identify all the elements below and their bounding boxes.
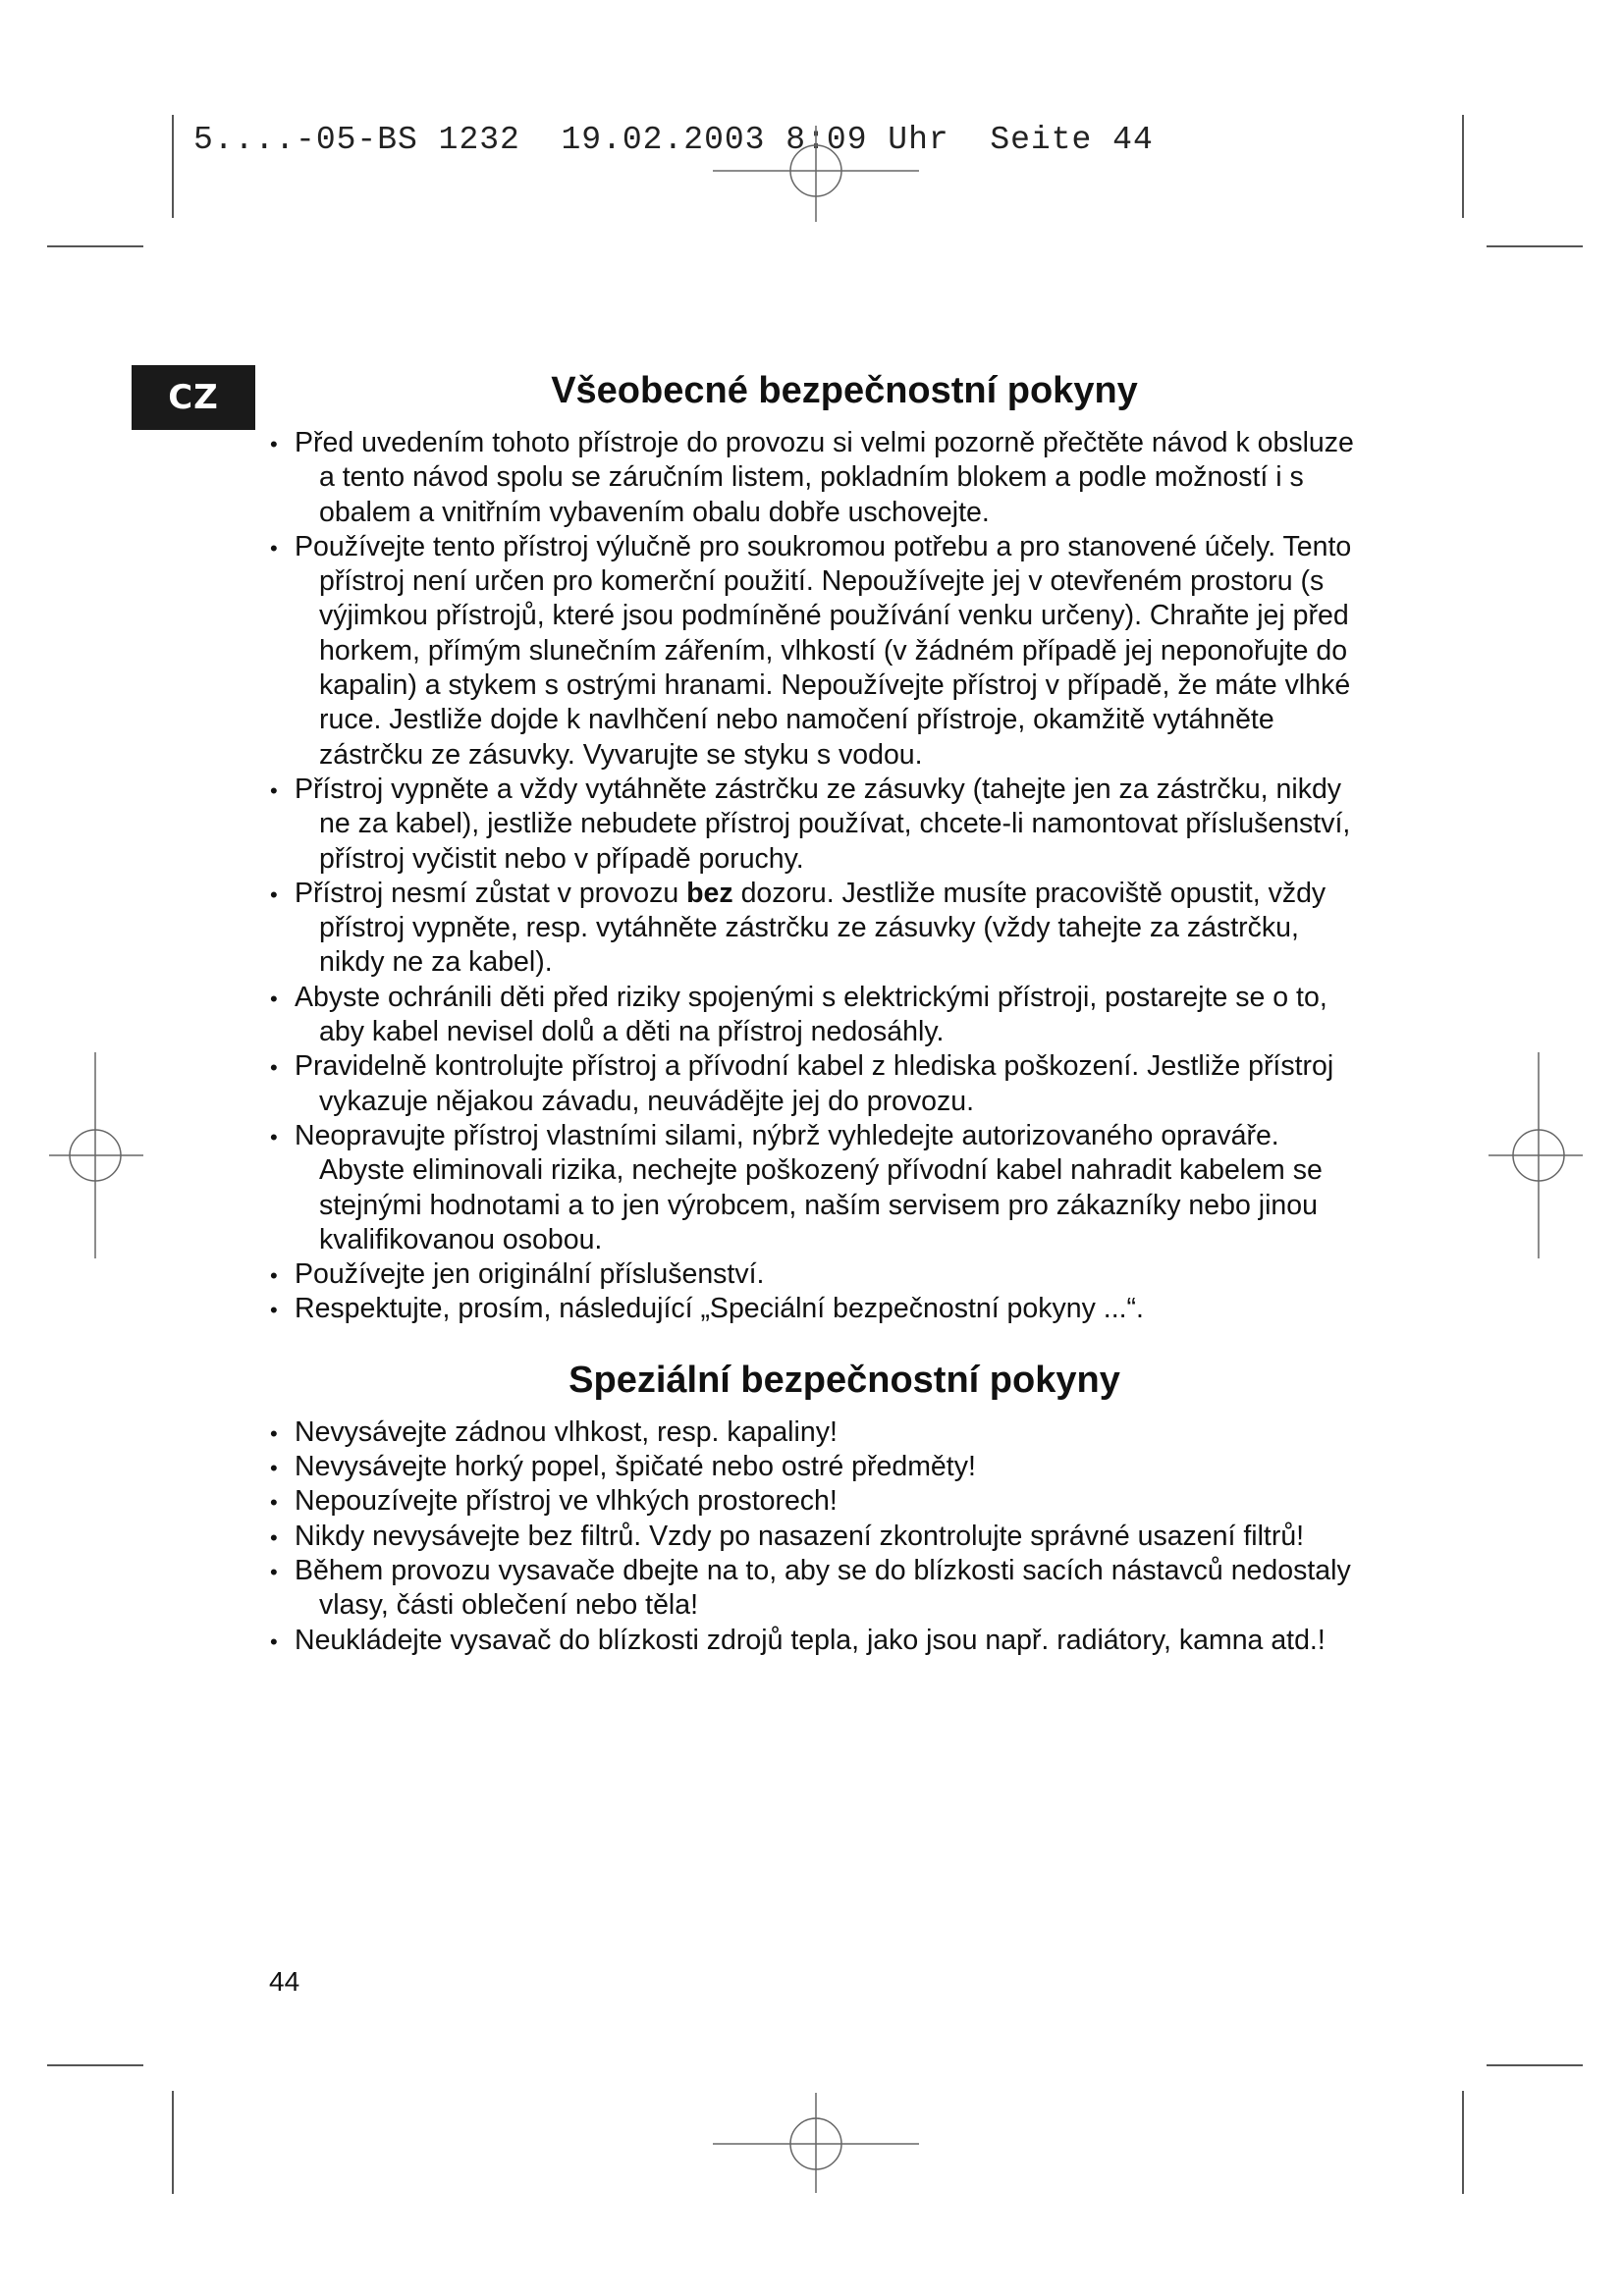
special-safety-section	[270, 1351, 1370, 1658]
list-item: • Používejte tento přístroj výlučně pro soukromou potřebu a pro stanovené účely. Tento přístroj není určen pro komerční použití. Nepoužívejte jej v otevřeném prostoru (s výjimkou přístrojů, které jsou podmíněné používání venku určeny). Chraňte jej před horkem, přímým slunečním zářením, vlhkostí (v žádném případě jej neponořujte do kapalin) a stykem s ostrými hranami. Nepoužívejte přístroj v případě, že máte vlhké ruce. Jestliže dojde k navlhčení nebo namočení přístroje, okamžitě vytáhněte zástrčku ze zásuvky. Vyvarujte se styku s vodou.	[270, 530, 1370, 773]
list-item: • Používejte jen originální příslušenství.	[270, 1257, 1370, 1292]
list-item: • Nikdy nevysávejte bez filtrů. Vzdy po nasazení zkontrolujte správné usazení filtrů!	[270, 1520, 1370, 1554]
list-item: • Přístroj vypněte a vždy vytáhněte zástrčku ze zásuvky (tahejte jen za zástrčku, nikdy ne za kabel), jestliže nebudete přístroj používat, chcete-li namontovat příslušenství, přístroj vyčistit nebo v případě poruchy.	[270, 773, 1370, 877]
section-title-special-safety: Speziální bezpečnostní pokyny	[568, 1359, 1120, 1401]
print-slug-line: 5....-05-BS 1232 19.02.2003 8:09 Uhr Seite 44	[193, 122, 1154, 158]
list-item: • Pravidelně kontrolujte přístroj a přívodní kabel z hlediska poškození. Jestliže přístroj vykazuje nějakou závadu, neuvádějte jej do provozu.	[270, 1049, 1370, 1119]
list-item: • Abyste ochránili děti před riziky spojenými s elektrickými přístroji, postarejte se o to, aby kabel nevisel dolů a děti na přístroj nedosáhly.	[270, 981, 1370, 1050]
language-tab-cz: CZ	[132, 365, 255, 430]
list-item: • Respektujte, prosím, následující „Speciální bezpečnostní pokyny ...“.	[270, 1292, 1370, 1326]
list-item: • Během provozu vysavače dbejte na to, aby se do blízkosti sacích nástavců nedostaly vlasy, části oblečení nebo těla!	[270, 1554, 1370, 1624]
list-item: • Neukládejte vysavač do blízkosti zdrojů tepla, jako jsou např. radiátory, kamna atd.!	[270, 1624, 1370, 1658]
list-item: • Neopravujte přístroj vlastními silami, nýbrž vyhledejte autorizovaného opraváře. Abyste eliminovali rizika, nechejte poškozený přívodní kabel nahradit kabelem se stejnými hodnotami a to jen výrobcem, naším servisem pro zákazníky nebo jinou kvalifikovanou osobou.	[270, 1119, 1370, 1257]
list-item: • Před uvedením tohoto přístroje do provozu si velmi pozorně přečtěte návod k obsluze a tento návod spolu se záručním listem, pokladním blokem a podle možností i s obalem a vnitřním vybavením obalu dobře uschovejte.	[270, 426, 1370, 530]
main-content	[270, 361, 1370, 1658]
emphasis-bold: bez	[686, 877, 733, 909]
general-safety-list	[270, 426, 1370, 1327]
list-item: • Nevysávejte horký popel, špičaté nebo ostré předměty!	[270, 1450, 1370, 1484]
list-item: • Nepouzívejte přístroj ve vlhkých prostorech!	[270, 1484, 1370, 1519]
special-safety-list	[270, 1415, 1370, 1658]
list-item: • Nevysávejte zádnou vlhkost, resp. kapaliny!	[270, 1415, 1370, 1450]
page-number: 44	[269, 1966, 300, 1997]
general-safety-section	[270, 361, 1370, 1327]
section-title-general-safety: Všeobecné bezpečnostní pokyny	[551, 370, 1138, 411]
list-item: • Přístroj nesmí zůstat v provozu bez dozoru. Jestliže musíte pracoviště opustit, vždy přístroj vypněte, resp. vytáhněte zástrčku ze zásuvky (vždy tahejte za zástrčku, nikdy ne za kabel).	[270, 877, 1370, 981]
